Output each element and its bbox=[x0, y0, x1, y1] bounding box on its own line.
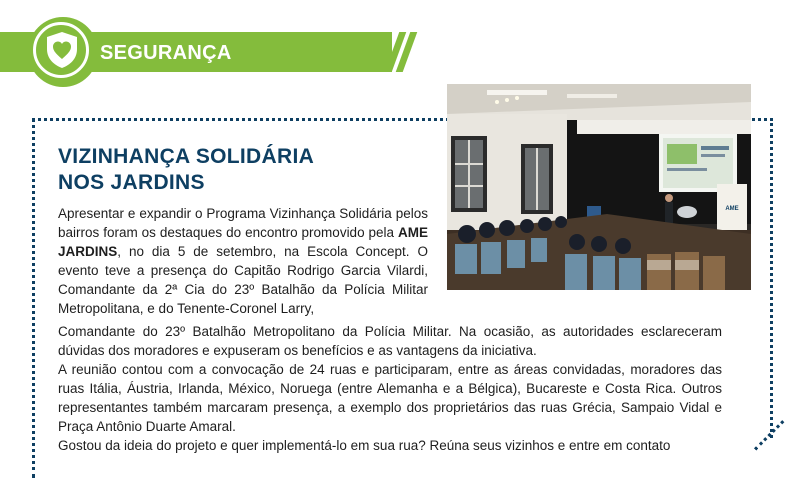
article-paragraph-3: Gostou da ideia do projeto e quer implementá-lo em sua rua? Reúna seus vizinhos e entre em contato bbox=[58, 438, 671, 453]
frame-border-right bbox=[770, 118, 773, 438]
organization-name: AME JARDINS bbox=[58, 225, 428, 259]
paragraph-text: Apresentar e expandir o Programa Vizinhança Solidária pelos bairros foram os destaques do encontro promovido pela bbox=[58, 206, 428, 240]
paragraph-text: , no dia 5 de setembro, na Escola Concept. O evento teve a presença do Capitão Rodrigo Garcia Vilardi, Comandante da 2ª Cia do 23º Batalhão da Polícia Militar Metropolitana, e do Tenente-Coronel Larry, bbox=[58, 244, 428, 316]
event-photo-illustration bbox=[447, 84, 751, 290]
article-headline bbox=[58, 144, 314, 196]
headline-line-1: VIZINHANÇA SOLIDÁRIA bbox=[58, 145, 315, 168]
article-paragraph-1-continued: Comandante do 23º Batalhão Metropolitano da Polícia Militar. Na ocasião, as autoridades esclareceram dúvidas dos moradores e expuseram os benefícios e as vantagens da iniciativa. bbox=[58, 324, 722, 358]
article-paragraph-1 bbox=[58, 204, 428, 318]
article-paragraph-2: A reunião contou com a convocação de 24 ruas e participaram, entre as áreas convidadas, moradores das ruas Itália, Áustria, Irlanda, México, Noruega (entre Alemanha e a Bélgica), Bucareste e Costa Rica. Outros representantes também marcaram presença, a exemplo dos proprietários das ruas Grécia, Sampaio Vidal e Praça Antônio Duarte Amaral. bbox=[58, 362, 722, 434]
photo-banner-text: AME bbox=[725, 206, 739, 212]
frame-border-left bbox=[32, 118, 35, 478]
headline-line-2: NOS JARDINS bbox=[58, 171, 205, 194]
shield-heart-icon bbox=[44, 30, 80, 70]
event-photo bbox=[447, 84, 751, 290]
section-title: SEGURANÇA bbox=[100, 42, 232, 64]
